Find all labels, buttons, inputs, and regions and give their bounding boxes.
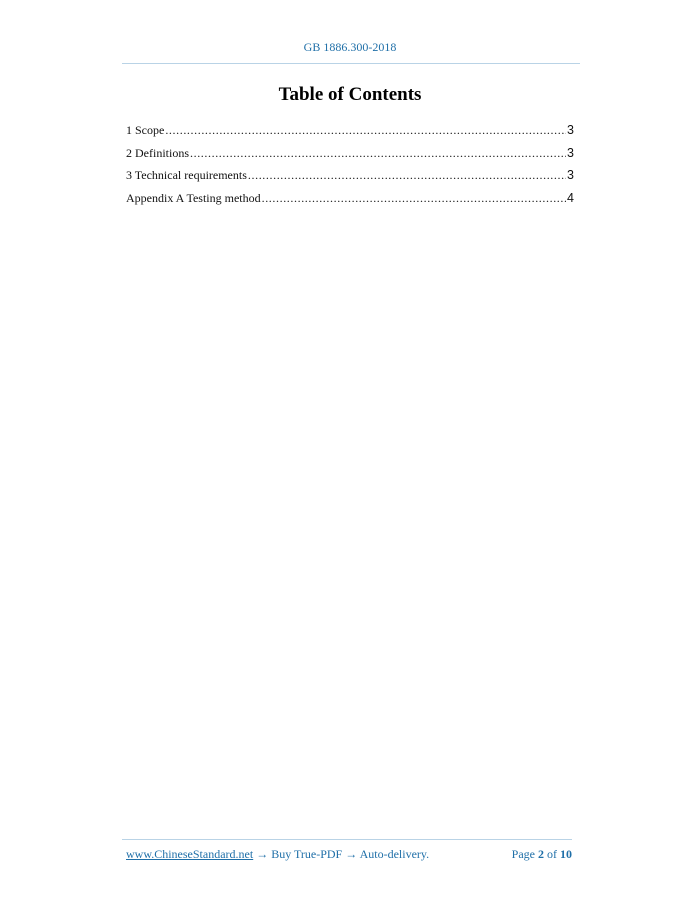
page-prefix: Page xyxy=(511,847,535,861)
toc-dot-leader xyxy=(248,164,566,187)
header-divider xyxy=(122,63,580,64)
website-link[interactable]: www.ChineseStandard.net xyxy=(126,847,254,861)
toc-entry-scope[interactable] xyxy=(126,119,574,142)
toc-entry-label: 1 Scope xyxy=(126,123,165,137)
footer-promo xyxy=(126,847,429,862)
standard-id: GB 1886.300-2018 xyxy=(303,40,397,54)
delivery-text: Auto-delivery. xyxy=(359,847,430,861)
toc-dot-leader xyxy=(165,119,566,142)
arrow-right-icon: → xyxy=(345,847,358,861)
toc-entry-page: 4 xyxy=(567,190,574,205)
footer-divider xyxy=(122,839,572,840)
buy-text: Buy True-PDF xyxy=(271,847,343,861)
toc-entry-appendix-a[interactable] xyxy=(126,187,574,210)
toc-entry-page: 3 xyxy=(567,168,574,182)
page-header xyxy=(0,40,700,55)
toc-dot-leader xyxy=(262,187,566,210)
page-number xyxy=(512,847,572,862)
toc-entry-page: 3 xyxy=(567,123,574,137)
table-of-contents xyxy=(126,119,574,209)
toc-entry-label: 3 Technical requirements xyxy=(126,168,247,182)
toc-entry-label: 2 Definitions xyxy=(126,145,189,160)
page-total: 10 xyxy=(560,847,572,861)
toc-dot-leader xyxy=(190,142,566,165)
page-of: of xyxy=(547,847,557,861)
toc-entry-technical-requirements[interactable] xyxy=(126,164,574,187)
toc-entry-definitions[interactable] xyxy=(126,142,574,165)
toc-title: Table of Contents xyxy=(278,84,422,105)
page-footer xyxy=(126,847,572,862)
toc-entry-page: 3 xyxy=(567,145,574,160)
arrow-right-icon: → xyxy=(256,847,269,861)
page-current: 2 xyxy=(538,847,544,861)
toc-entry-label: Appendix A Testing method xyxy=(126,190,261,205)
